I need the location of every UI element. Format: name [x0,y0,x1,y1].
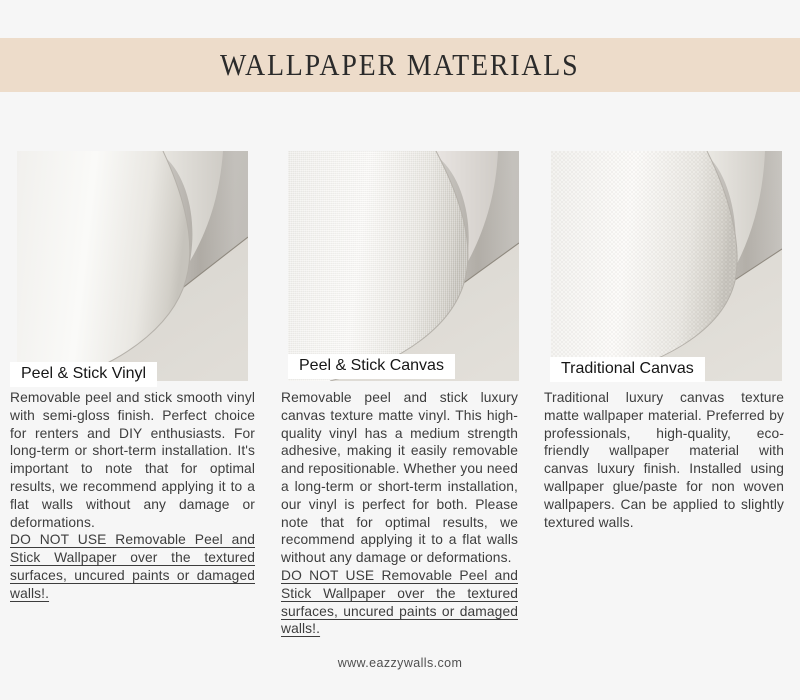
material-card-peel-stick-vinyl [10,151,255,638]
material-label: Peel & Stick Canvas [288,354,455,379]
traditional-canvas-photo [551,151,782,381]
material-label: Traditional Canvas [550,357,705,382]
materials-grid [10,151,784,638]
material-label: Peel & Stick Vinyl [10,362,157,387]
material-card-traditional-canvas [544,151,784,638]
header-band [0,38,800,92]
material-warning: DO NOT USE Removable Peel and Stick Wallpaper over the textured surfaces, uncured paints or damaged walls!. [10,532,255,601]
material-card-peel-stick-canvas [281,151,518,638]
canvas-curled-corner-image [288,151,519,381]
material-warning: DO NOT USE Removable Peel and Stick Wallpaper over the textured surfaces, uncured paints or damaged walls!. [281,567,518,637]
page-title: WALLPAPER MATERIALS [220,47,580,82]
peel-stick-vinyl-photo [17,151,248,381]
vinyl-curled-corner-image [17,151,248,381]
material-description: Removable peel and stick luxury canvas texture matte vinyl. This high-quality vinyl has a medium strength adhesive, making it easily removable and repositionable. Whether you need a long-term or short-term installation, our vinyl is perfect for both. Please note that for optimal results, we recommend applying it to a flat walls without any damage or deformations. [281,390,518,566]
website-url: www.eazzywalls.com [337,656,463,670]
material-description: Removable peel and stick smooth vinyl with semi-gloss finish. Perfect choice for renters and DIY enthusiasts. For long-term or short-term installation. It's important to note that for optimal results, we recommend applying it to a flat walls without any damage or deformations. [10,390,255,530]
peel-stick-canvas-photo [288,151,519,381]
material-description: Traditional luxury canvas texture matte wallpaper material. Preferred by professionals, high-quality, eco-friendly wallpaper material with canvas luxury finish. Installed using wallpaper glue/paste for non woven wallpapers. Can be applied to slightly textured walls. [544,390,784,530]
traditional-canvas-curled-corner-image [551,151,782,381]
